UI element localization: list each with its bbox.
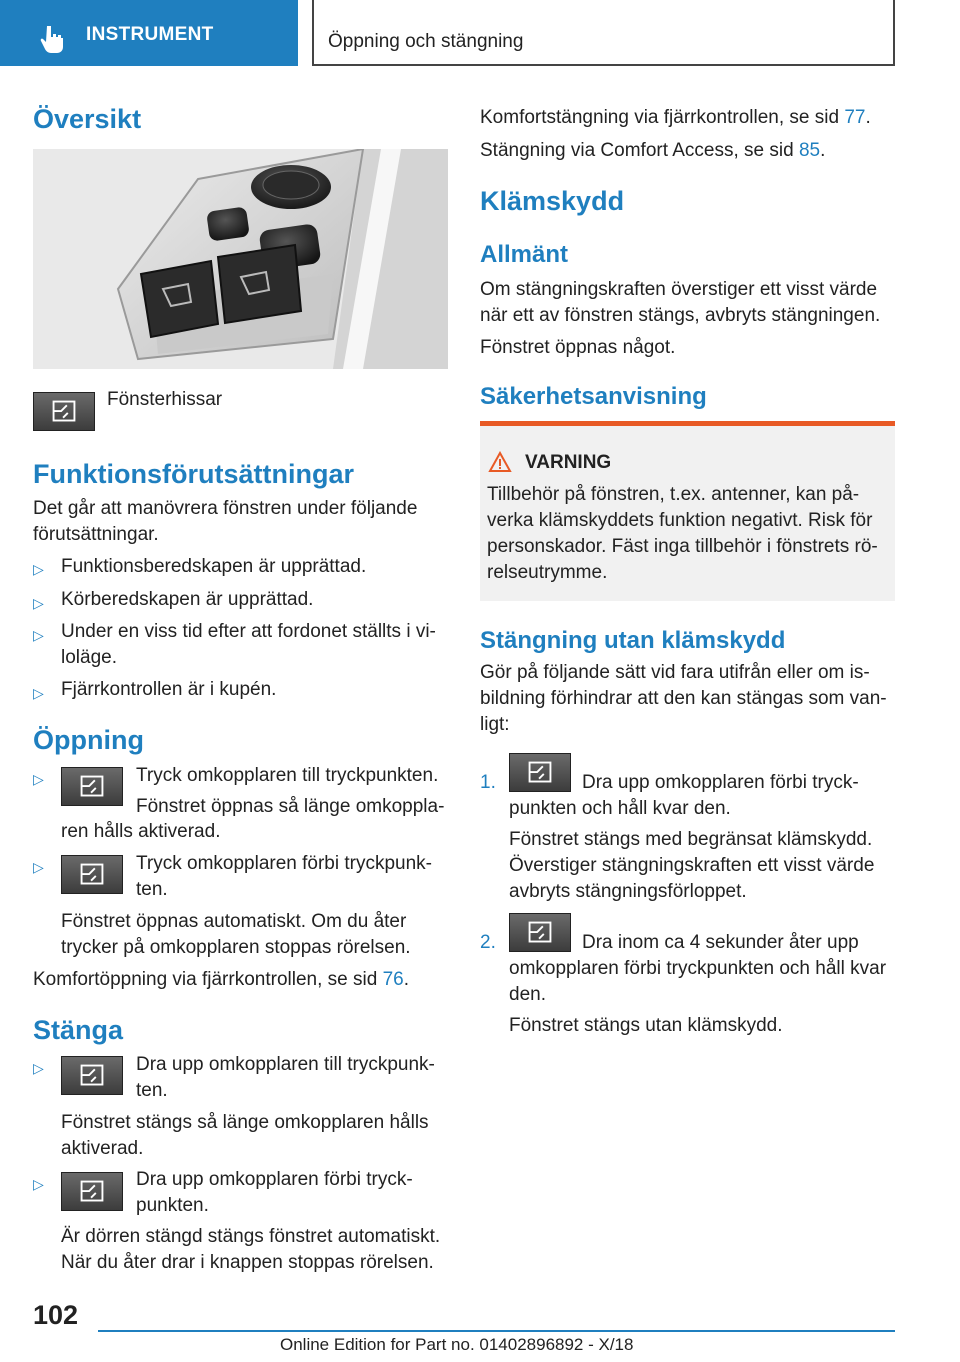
page-link-77[interactable]: 77 xyxy=(844,107,866,128)
general-line1: Om stängningskraften överstiger ett visst värde xyxy=(480,279,878,300)
open2-line2: ten. xyxy=(136,879,168,900)
close2-line1: Dra upp omkopplaren förbi tryck- xyxy=(136,1169,413,1190)
bullet-triangle-icon: ▷ xyxy=(33,1176,44,1192)
open2-line4: trycker på omkopplaren stoppas rörelsen. xyxy=(61,937,411,958)
window-switch-icon xyxy=(509,913,571,952)
bullet-triangle-icon: ▷ xyxy=(33,561,44,577)
step1-number: 1. xyxy=(480,772,496,793)
footer-divider xyxy=(98,1330,895,1332)
window-switch-icon xyxy=(61,767,123,806)
comfort-open-ref: Komfortöppning via fjärrkontrollen, se sid 76. xyxy=(33,969,409,990)
opening-heading: Öppning xyxy=(33,725,144,755)
general-line3: Fönstret öppnas något. xyxy=(480,337,676,358)
prereq-intro-line2: förutsättningar. xyxy=(33,524,159,545)
warning-line: personskador. Fäst inga tillbehör i fönstrets rö- xyxy=(487,536,878,557)
open1-line2: Fönstret öppnas så länge omkoppla- xyxy=(136,796,445,817)
chapter-title: Öppning och stängning xyxy=(328,31,524,52)
chapter-header xyxy=(312,0,895,66)
prereq-intro-line1: Det går att manövrera fönstren under följande xyxy=(33,498,418,519)
comfort-access-text: Stängning via Comfort Access, se sid xyxy=(480,140,799,161)
hand-pointer-icon xyxy=(38,24,68,54)
edition-text: Online Edition for Part no. 01402896892 - X/18 xyxy=(280,1335,634,1354)
comfort-open-text: Komfortöppning via fjärrkontrollen, se sid xyxy=(33,969,383,990)
bullet-triangle-icon: ▷ xyxy=(33,595,44,611)
prereq-item: Under en viss tid efter att fordonet ställts i vi- xyxy=(61,621,436,642)
close1-line1: Dra upp omkopplaren till tryckpunk- xyxy=(136,1054,435,1075)
overview-heading: Översikt xyxy=(33,104,142,134)
close1-line3: Fönstret stängs så länge omkopplaren hålls xyxy=(61,1112,429,1133)
page-number: 102 xyxy=(33,1300,79,1330)
general-heading: Allmänt xyxy=(480,241,569,268)
step1-line3: Fönstret stängs med begränsat klämskydd. xyxy=(509,829,873,850)
close1-line2: ten. xyxy=(136,1080,168,1101)
bullet-triangle-icon: ▷ xyxy=(33,771,44,787)
step2-line4: Fönstret stängs utan klämskydd. xyxy=(509,1015,783,1036)
step2-number: 2. xyxy=(480,932,496,953)
nopinch-line: Gör på följande sätt vid fara utifrån eller om is- xyxy=(480,662,870,683)
step1-line4: Överstiger stängningskraften ett visst värde xyxy=(509,855,875,876)
nopinch-heading: Stängning utan klämskydd xyxy=(480,627,786,654)
window-switch-icon xyxy=(61,1056,123,1095)
page-link-76[interactable]: 76 xyxy=(382,969,404,990)
window-switch-photo xyxy=(33,149,448,369)
warning-line: relseutrymme. xyxy=(487,562,608,583)
section-tab[interactable] xyxy=(0,0,298,66)
nopinch-line: bildning förhindrar att den kan stängas som van- xyxy=(480,688,887,709)
step1-line1: Dra upp omkopplaren förbi tryck- xyxy=(582,772,859,793)
step1-line5: avbryts stängningsförloppet. xyxy=(509,881,747,902)
prereq-item: Funktionsberedskapen är upprättad. xyxy=(61,556,367,577)
section-label: INSTRUMENT xyxy=(86,24,214,45)
open1-line3: ren hålls aktiverad. xyxy=(61,821,221,842)
warning-line: Tillbehör på fönstren, t.ex. antenner, kan på- xyxy=(487,484,860,505)
comfort-close-ref: Komfortstängning via fjärrkontrollen, se sid 77. xyxy=(480,107,871,128)
open2-line3: Fönstret öppnas automatiskt. Om du åter xyxy=(61,911,407,932)
warning-box xyxy=(480,421,895,601)
warning-title: VARNING xyxy=(525,452,612,473)
close2-line4: När du åter drar i knappen stoppas rörelsen. xyxy=(61,1252,434,1273)
step1-line2: punkten och håll kvar den. xyxy=(509,798,731,819)
close2-line2: punkten. xyxy=(136,1195,209,1216)
warning-triangle-icon xyxy=(488,451,512,473)
prereq-item: Fjärrkontrollen är i kupén. xyxy=(61,679,277,700)
window-switch-icon xyxy=(61,1172,123,1211)
page-link-85[interactable]: 85 xyxy=(798,140,821,161)
window-switch-icon xyxy=(509,753,571,792)
general-line2: när ett av fönstren stängs, avbryts stängningen. xyxy=(480,305,881,326)
warning-line: verka klämskyddets funktion negativt. Risk för xyxy=(487,510,873,531)
window-switch-icon xyxy=(33,392,95,431)
step2-line3: den. xyxy=(509,984,546,1005)
prereq-heading: Funktionsförutsättningar xyxy=(33,459,354,489)
comfort-close-text: Komfortstängning via fjärrkontrollen, se sid xyxy=(480,107,845,128)
bullet-triangle-icon: ▷ xyxy=(33,627,44,643)
prereq-item-cont: loläge. xyxy=(61,647,117,668)
safety-heading: Säkerhetsanvisning xyxy=(480,383,707,410)
pinch-heading: Klämskydd xyxy=(480,186,625,216)
nopinch-line: ligt: xyxy=(480,714,510,735)
close2-line3: Är dörren stängd stängs fönstret automatiskt. xyxy=(61,1226,441,1247)
closing-heading: Stänga xyxy=(33,1015,124,1045)
window-switch-icon xyxy=(61,855,123,894)
open2-line1: Tryck omkopplaren förbi tryckpunk- xyxy=(136,853,433,874)
prereq-item: Körberedskapen är upprättad. xyxy=(61,589,314,610)
step2-line2: omkopplaren förbi tryckpunkten och håll kvar xyxy=(509,958,887,979)
bullet-triangle-icon: ▷ xyxy=(33,859,44,875)
open1-line1: Tryck omkopplaren till tryckpunkten. xyxy=(136,765,439,786)
bullet-triangle-icon: ▷ xyxy=(33,1060,44,1076)
step2-line1: Dra inom ca 4 sekunder åter upp xyxy=(582,932,859,953)
close1-line4: aktiverad. xyxy=(61,1138,144,1159)
comfort-access-ref: Stängning via Comfort Access, se sid 85. xyxy=(480,140,826,161)
bullet-triangle-icon: ▷ xyxy=(33,685,44,701)
photo-caption: Fönsterhissar xyxy=(107,389,223,410)
